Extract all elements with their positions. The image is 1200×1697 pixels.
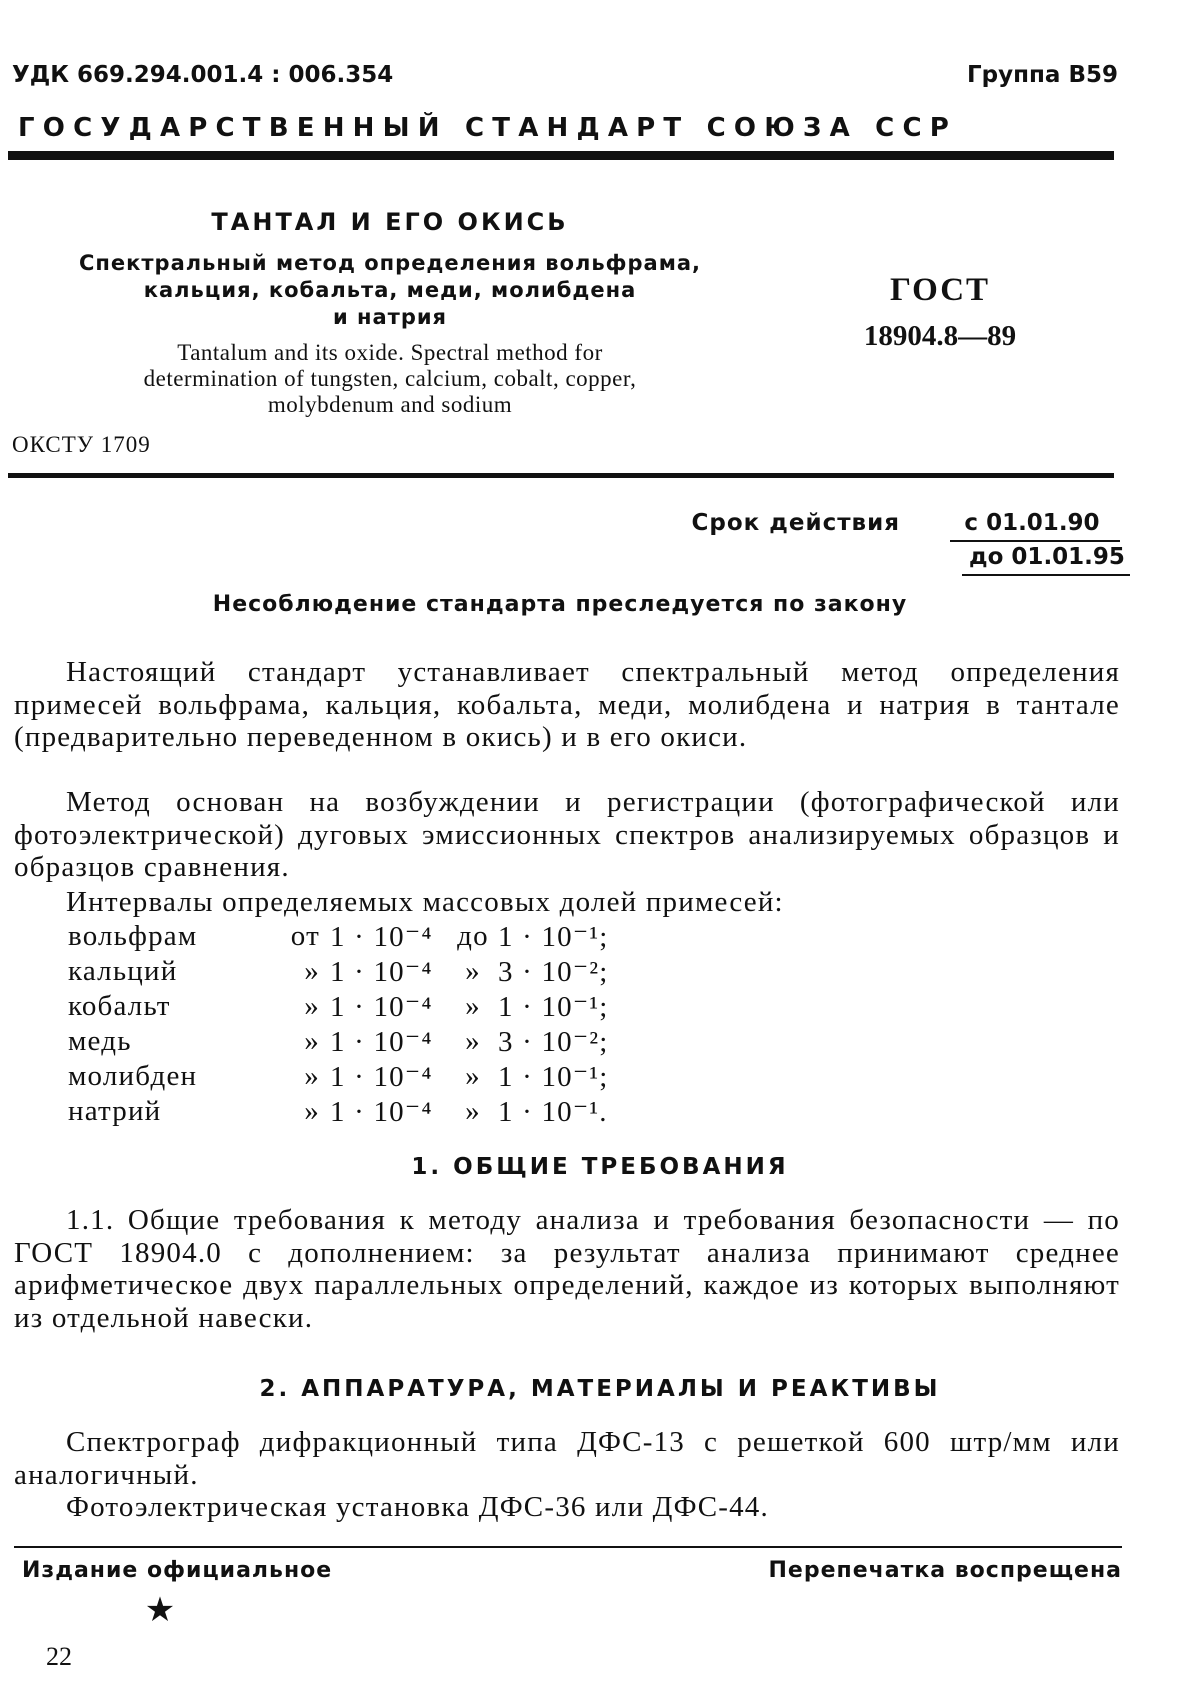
section2-paragraph: Фотоэлектрическая установка ДФС-36 или ДФС-44. [66,1491,769,1523]
range-to-word: » [465,990,481,1022]
section2-paragraph: Спектрограф дифракционный типа ДФС-13 с решеткой 600 штр/мм или аналогичный. [14,1426,1120,1491]
subtitle-line: и натрия [332,305,448,329]
range-from-word: » [304,955,320,987]
english-title-line: Tantalum and its oxide. Spectral method for [177,340,603,365]
section-heading: 1. ОБЩИЕ ТРЕБОВАНИЯ [411,1154,789,1180]
range-element: медь [68,1025,132,1057]
range-to-word: до [457,920,489,952]
range-from-value: 1 · 10⁻⁴ [330,956,433,988]
document-title: ТАНТАЛ И ЕГО ОКИСЬ [211,208,569,236]
range-element: натрий [68,1095,162,1127]
range-from-word: » [304,1060,320,1092]
range-row [68,954,638,989]
range-to-word: » [465,1060,481,1092]
section1-paragraph: 1.1. Общие требования к методу анализа и требования безопасности — по ГОСТ 18904.0 с дополнением: за результат анализа принимают среднее арифметическое двух параллельных определений, каждое из которых выполняют из отдельной навески. [14,1204,1120,1334]
group-code: Группа В59 [967,62,1118,88]
validity-to: до 01.01.95 [969,544,1125,570]
udk-code: УДК 669.294.001.4 : 006.354 [12,62,394,88]
range-from-word: » [304,1095,320,1127]
edition-note: Издание официальное [22,1558,333,1583]
range-to-value: 3 · 10⁻²; [498,956,609,988]
validity-underline [962,574,1130,576]
range-element: вольфрам [68,920,198,952]
english-title-line: molybdenum and sodium [267,392,513,417]
range-to-value: 3 · 10⁻²; [498,1026,609,1058]
law-notice: Несоблюдение стандарта преследуется по закону [212,592,908,617]
range-to-value: 1 · 10⁻¹; [498,991,609,1023]
range-to-word: » [465,1025,481,1057]
validity-label: Срок действия [691,510,900,536]
range-to-word: » [465,955,481,987]
intro-paragraph: Настоящий стандарт устанавливает спектральный метод определения примесей вольфрама, кальция, кобальта, меди, молибдена и натрия в тантале (предварительно переведенном в окись) и в его окиси. [14,656,1120,753]
range-from-value: 1 · 10⁻⁴ [330,991,433,1023]
title-divider [8,473,1114,478]
english-title [30,340,750,418]
range-from-word: от [290,920,320,952]
range-from-value: 1 · 10⁻⁴ [330,1026,433,1058]
range-element: кальций [68,955,178,987]
header-divider [8,151,1114,160]
document-subtitle [60,250,720,331]
range-element: кобальт [68,990,171,1022]
english-title-line: determination of tungsten, calcium, cobalt, copper, [143,366,637,391]
range-to-value: 1 · 10⁻¹. [498,1096,608,1128]
ranges-table [68,919,638,1129]
range-from-value: 1 · 10⁻⁴ [330,1096,433,1128]
range-from-word: » [304,1025,320,1057]
validity-from: с 01.01.90 [964,510,1100,536]
ranges-intro: Интервалы определяемых массовых долей примесей: [66,886,784,918]
range-row [68,1094,638,1129]
range-to-word: » [465,1095,481,1127]
range-to-value: 1 · 10⁻¹; [498,1061,609,1093]
state-standard-banner: ГОСУДАРСТВЕННЫЙ СТАНДАРТ СОЮЗА ССР [18,113,957,143]
range-element: молибден [68,1060,198,1092]
section-heading: 2. АППАРАТУРА, МАТЕРИАЛЫ И РЕАКТИВЫ [259,1376,941,1402]
page-number: 22 [46,1642,72,1671]
range-row [68,989,638,1024]
range-from-value: 1 · 10⁻⁴ [330,1061,433,1093]
range-from-value: 1 · 10⁻⁴ [330,921,433,953]
range-to-value: 1 · 10⁻¹; [498,921,609,953]
range-row [68,1024,638,1059]
gost-label: ГОСТ [889,272,991,308]
subtitle-line: кальция, кобальта, меди, молибдена [143,278,637,302]
footer-divider [14,1546,1122,1548]
gost-number: 18904.8—89 [863,320,1017,352]
range-row [68,919,638,954]
method-paragraph: Метод основан на возбуждении и регистрации (фотографической или фотоэлектрической) дуговых эмиссионных спектров анализируемых образцов и образцов сравнения. [14,786,1120,883]
reprint-note: Перепечатка воспрещена [768,1558,1122,1583]
subtitle-line: Спектральный метод определения вольфрама, [78,251,702,275]
oksty-code: ОКСТУ 1709 [12,432,151,457]
range-from-word: » [304,990,320,1022]
star-icon: ★ [144,1590,176,1630]
validity-underline [950,540,1120,542]
range-row [68,1059,638,1094]
